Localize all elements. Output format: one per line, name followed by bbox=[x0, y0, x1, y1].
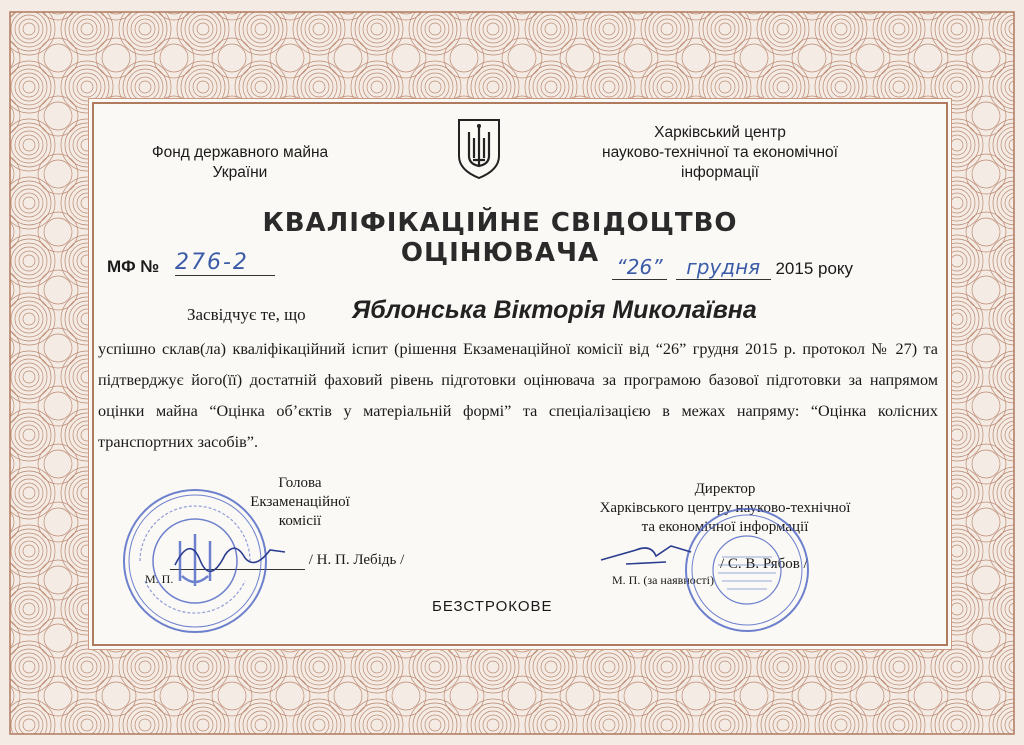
right-seal-label: М. П. (за наявності) bbox=[612, 573, 714, 587]
certificate-title: КВАЛІФІКАЦІЙНЕ СВІДОЦТВО ОЦІНЮВАЧА bbox=[262, 208, 738, 268]
holder-name: Яблонська Вікторія Миколаївна bbox=[352, 296, 757, 324]
left-signatory-line1: Голова bbox=[278, 475, 322, 491]
issuer-right-line1: Харківський центр bbox=[654, 124, 786, 141]
left-signatory-name: / Н. П. Лебідь / bbox=[308, 552, 405, 568]
right-signatory-line1: Директор bbox=[694, 481, 756, 497]
issuer-right-line2: науково-технічної та економічної bbox=[602, 144, 838, 161]
right-signatory-name: / С. В. Рябов / bbox=[720, 556, 808, 572]
date-day: “26” bbox=[612, 255, 667, 280]
right-signature-icon bbox=[596, 532, 706, 572]
certificate-number-value: 276-2 bbox=[175, 250, 275, 276]
issuer-right-line3: інформації bbox=[681, 164, 759, 181]
date-year: 2015 року bbox=[775, 259, 854, 278]
issuer-left-line2: України bbox=[212, 164, 268, 181]
issue-date bbox=[612, 255, 853, 280]
date-month: грудня bbox=[676, 255, 771, 280]
certificate-number-label: МФ № bbox=[107, 257, 160, 276]
left-seal-place: М. П. bbox=[145, 572, 174, 586]
certificate-body: успішно склав(ла) кваліфікаційний іспит (рішення Екзаменаційної комісії від “26” грудня 2015 р. протокол № 27) та підтверджує його(її) достатній фаховий рівень підготовки оцінювача за програмою базової підготовки за напрямом оцінки майна “Оцінка об’єктів у матеріальній формі” та спеціалізацією в межах напряму: “Оцінка колісних транспортних засобів”. bbox=[98, 340, 938, 451]
validity-term: БЕЗСТРОКОВЕ bbox=[432, 598, 553, 615]
left-signature-icon bbox=[170, 530, 290, 580]
right-signatory-line2: Харківського центру науково-технічної bbox=[599, 500, 851, 516]
certifies-label: Засвідчує те, що bbox=[187, 305, 306, 324]
left-signatory-line3: комісії bbox=[278, 513, 322, 529]
issuer-right bbox=[560, 123, 880, 183]
issuer-left-line1: Фонд державного майна bbox=[151, 144, 329, 161]
trident-emblem-icon bbox=[455, 116, 503, 180]
right-signatory-line3: та економічної інформації bbox=[641, 519, 809, 535]
left-signatory-line2: Екзаменаційної bbox=[250, 494, 350, 510]
issuer-left bbox=[110, 143, 370, 183]
